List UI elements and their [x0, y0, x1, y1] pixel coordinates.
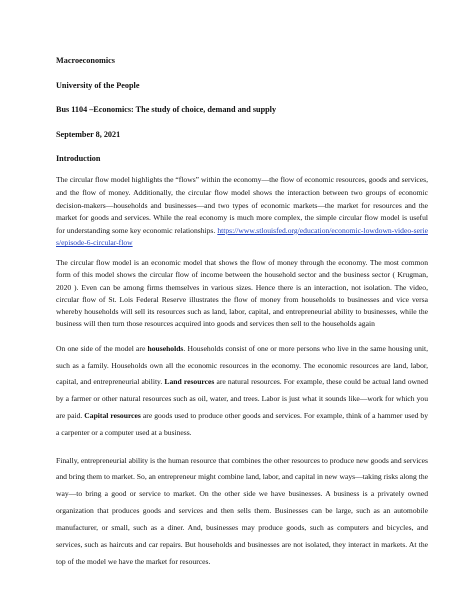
section-heading: Introduction	[56, 154, 101, 164]
paragraph-entrepreneurial: Finally, entrepreneurial ability is the human resource that combines the other resources to produce new goods and services and bring them to market. So, an entrepreneur might combine land, labor, and capital in new ways—taking risks along the way—to bring a good or service to market. On the other side we have businesses. A business is a privately owned organization that produces goods and services and then sells them. Businesses can be large, such as an automobile manufacturer, or small, such as a diner. And, businesses may produce goods, such as computers and bicycles, and services, such as haircuts and car repairs. But households and businesses are not isolated, they interact in markets. At the top of the model we have the market for resources.	[56, 455, 428, 566]
capital-resources-term: Capital resources	[84, 410, 141, 420]
paragraph-intro	[56, 174, 428, 250]
document-body	[56, 56, 428, 571]
paragraph-intro-text: The circular flow model highlights the “flows” within the economy—the flow of economic resources, goods and services, and the flow of money. Additionally, the circular flow model shows the interaction between two groups of economic decision-makers—households and businesses—and two types of economic markets—the market for resources and the market for goods and services. While the real economy is much more complex, the simple circular flow model is useful for understanding some key economic relationships.	[56, 175, 428, 235]
paragraph-circular-flow: The circular flow model is an economic model that shows the flow of money through the economy. The most common form of this model shows the circular flow of income between the household sector and the business sector ( Krugman, 2020 ). Even can be among firms themselves in various sizes. Hence there is an interaction, not isolation. The video, circular flow of St. Lois Federal Reserve illustrates the flow of money from households to businesses and vice versa whereby households will sell its resources such as land, labor, capital, and entrepreneurial ability to businesses, while the business will then turn those resources acquired into goods and services then sell to the households again	[56, 257, 428, 329]
land-resources-term: Land resources	[164, 377, 215, 387]
reference-link[interactable]: https://www.stlouisfed.org/education/economic-lowdown-video-series/episode-6-circular-flow	[56, 225, 428, 248]
households-text-d: are natural resources. For example, these could be actual land owned by a farmer or other natural resources such as oil, water, and trees. Labor is just what it sounds like—work for which you are paid.	[56, 377, 428, 420]
households-term: households	[147, 343, 184, 353]
course-title: Macroeconomics	[56, 56, 115, 65]
households-text-c: . Households consist of one or more persons who live in the same housing unit, such as a family. Households own all the economic resources in the economy. The economic resources are land, labor, capital, and entrepreneurial ability.	[56, 343, 428, 387]
households-text-a: On one side of the model are	[56, 343, 148, 353]
document-date: September 8, 2021	[56, 129, 121, 139]
households-text-e: are goods used to produce other goods and services. For example, think of a hammer used by a carpenter or a computer used at a business.	[56, 410, 428, 437]
university-name: University of the People	[56, 80, 140, 90]
unit-title: Bus 1104 –Economics: The study of choice, demand and supply	[56, 105, 277, 115]
paragraph-households	[56, 341, 428, 442]
